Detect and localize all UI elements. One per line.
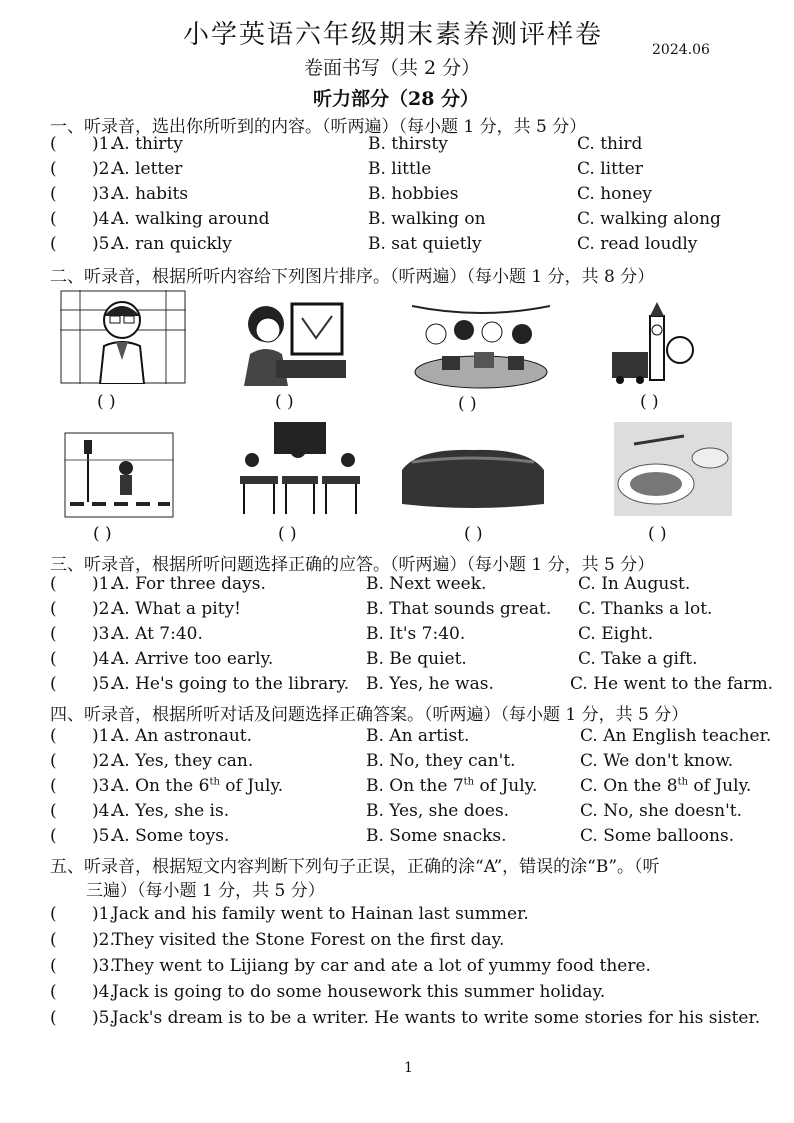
answer-blank[interactable]: ( )3. — [50, 956, 115, 976]
option-a: A. He's going to the library. — [112, 674, 350, 694]
section-5-heading: 五、听录音，根据短文内容判断下列句子正误，正确的涂“A”，错误的涂“B”。（听 — [50, 857, 660, 877]
s1-question-2 — [0, 159, 794, 183]
answer-blank[interactable]: ( )3. — [50, 776, 115, 796]
option-a: A. letter — [112, 159, 183, 179]
option-b: B. Yes, he was. — [366, 674, 494, 694]
s4-question-1 — [0, 726, 794, 750]
picture-5-answer-bracket[interactable]: ( ) — [93, 524, 112, 544]
statement-text: They visited the Stone Forest on the first day. — [112, 930, 505, 950]
picture-1-answer-bracket[interactable]: ( ) — [97, 392, 116, 412]
statement-text: Jack is going to do some housework this summer holiday. — [112, 982, 606, 1002]
answer-blank[interactable]: ( )4. — [50, 982, 115, 1002]
s3-question-4 — [0, 649, 794, 673]
picture-children-party — [412, 300, 550, 390]
option-b: B. Some snacks. — [366, 826, 507, 846]
option-b: B. No, they can't. — [366, 751, 516, 771]
picture-7-answer-bracket[interactable]: ( ) — [464, 524, 483, 544]
answer-blank[interactable]: ( )1. — [50, 134, 115, 154]
picture-4-answer-bracket[interactable]: ( ) — [640, 392, 659, 412]
s5-question-2 — [0, 930, 794, 954]
s5-question-5 — [0, 1008, 794, 1032]
option-a: A. An astronaut. — [112, 726, 253, 746]
option-a: A. thirty — [112, 134, 183, 154]
option-a: A. Yes, they can. — [112, 751, 254, 771]
picture-dark-food — [398, 440, 548, 512]
option-b: B. It's 7:40. — [366, 624, 466, 644]
section-1-heading: 一、听录音，选出你所听到的内容。（听两遍）（每小题 1 分，共 5 分） — [50, 117, 587, 137]
picture-8-answer-bracket[interactable]: ( ) — [648, 524, 667, 544]
picture-dinner-plate — [614, 422, 732, 516]
option-a: A. walking around — [112, 209, 270, 229]
option-c: C. He went to the farm. — [570, 674, 774, 694]
option-a: A. Arrive too early. — [112, 649, 274, 669]
option-c-text-end: of July. — [688, 776, 752, 796]
ordinal-suffix: th — [209, 776, 220, 788]
picture-2-answer-bracket[interactable]: ( ) — [275, 392, 294, 412]
option-b: B. little — [368, 159, 432, 179]
option-a-text-end: of July. — [219, 776, 284, 796]
option-a: A. For three days. — [112, 574, 266, 594]
option-a — [112, 776, 283, 796]
section-4-heading: 四、听录音，根据所听对话及问题选择正确答案。（听两遍）（每小题 1 分，共 5 分） — [50, 705, 689, 725]
s5-question-3 — [0, 956, 794, 980]
writing-score-note: 卷面书写（共 2 分） — [304, 57, 481, 79]
option-a-text: A. On the 6 — [112, 776, 210, 796]
option-b: B. sat quietly — [368, 234, 482, 254]
answer-blank[interactable]: ( )2. — [50, 930, 115, 950]
picture-3-answer-bracket[interactable]: ( ) — [458, 394, 477, 414]
option-a: A. What a pity! — [112, 599, 242, 619]
section-3-heading: 三、听录音，根据所听问题选择正确的应答。（听两遍）（每小题 1 分，共 5 分） — [50, 555, 655, 575]
answer-blank[interactable]: ( )1. — [50, 574, 115, 594]
answer-blank[interactable]: ( )2. — [50, 599, 115, 619]
option-b: B. walking on — [368, 209, 486, 229]
option-c-text: C. On the 8 — [580, 776, 678, 796]
option-a: A. ran quickly — [112, 234, 232, 254]
option-c: C. read loudly — [577, 234, 698, 254]
answer-blank[interactable]: ( )2. — [50, 159, 115, 179]
answer-blank[interactable]: ( )2. — [50, 751, 115, 771]
s4-question-2 — [0, 751, 794, 775]
option-c: C. No, she doesn't. — [580, 801, 743, 821]
answer-blank[interactable]: ( )5. — [50, 234, 115, 254]
option-b: B. Next week. — [366, 574, 487, 594]
picture-classroom — [238, 420, 362, 516]
s1-question-4 — [0, 209, 794, 233]
option-c: C. Take a gift. — [578, 649, 698, 669]
option-b: B. Be quiet. — [366, 649, 467, 669]
page-number: 1 — [404, 1060, 413, 1076]
s4-question-4 — [0, 801, 794, 825]
listening-section-title: 听力部分（28 分） — [313, 88, 480, 110]
page-title: 小学英语六年级期末素养测评样卷 — [183, 20, 604, 50]
option-a: A. At 7:40. — [112, 624, 203, 644]
option-c: C. Thanks a lot. — [578, 599, 713, 619]
s3-question-5 — [0, 674, 794, 698]
s1-question-5 — [0, 234, 794, 258]
option-c: C. honey — [577, 184, 653, 204]
s3-question-2 — [0, 599, 794, 623]
option-b: B. An artist. — [366, 726, 470, 746]
exam-date: 2024.06 — [652, 42, 710, 58]
picture-girl-at-computer — [236, 298, 348, 386]
picture-london-landmarks — [610, 300, 694, 388]
option-c: C. An English teacher. — [580, 726, 772, 746]
option-a: A. habits — [112, 184, 189, 204]
s3-question-3 — [0, 624, 794, 648]
option-c: C. Eight. — [578, 624, 654, 644]
option-b — [366, 776, 537, 796]
answer-blank[interactable]: ( )3. — [50, 184, 115, 204]
option-c: C. litter — [577, 159, 643, 179]
option-b-text: B. On the 7 — [366, 776, 464, 796]
picture-man-with-glasses — [60, 290, 186, 384]
statement-text: Jack and his family went to Hainan last summer. — [112, 904, 529, 924]
s3-question-1 — [0, 574, 794, 598]
s4-question-5 — [0, 826, 794, 850]
option-c — [580, 776, 751, 796]
s4-question-3 — [0, 776, 794, 800]
answer-blank[interactable]: ( )4. — [50, 209, 115, 229]
picture-6-answer-bracket[interactable]: ( ) — [278, 524, 297, 544]
answer-blank[interactable]: ( )5. — [50, 1008, 115, 1028]
answer-blank[interactable]: ( )3. — [50, 624, 115, 644]
answer-blank[interactable]: ( )5. — [50, 826, 115, 846]
option-a: A. Some toys. — [112, 826, 230, 846]
answer-blank[interactable]: ( )1. — [50, 904, 115, 924]
option-b: B. That sounds great. — [366, 599, 552, 619]
answer-blank[interactable]: ( )1. — [50, 726, 115, 746]
ordinal-suffix: th — [677, 776, 689, 788]
option-b: B. thirsty — [368, 134, 448, 154]
section-2-heading: 二、听录音，根据所听内容给下列图片排序。（听两遍）（每小题 1 分，共 8 分） — [50, 267, 655, 287]
statement-text: Jack's dream is to be a writer. He wants to write some stories for his sister. — [112, 1008, 761, 1028]
s1-question-1 — [0, 134, 794, 158]
answer-blank[interactable]: ( )4. — [50, 801, 115, 821]
statement-text: They went to Lijiang by car and ate a lot of yummy food there. — [112, 956, 651, 976]
option-c: C. Some balloons. — [580, 826, 735, 846]
option-b-text-end: of July. — [474, 776, 538, 796]
s1-question-3 — [0, 184, 794, 208]
answer-blank[interactable]: ( )4. — [50, 649, 115, 669]
section-5-heading-cont: 三遍）（每小题 1 分，共 5 分） — [86, 881, 325, 901]
s5-question-1 — [0, 904, 794, 928]
option-c: C. third — [577, 134, 643, 154]
picture-traffic-light-crossing — [64, 432, 174, 518]
option-c: C. walking along — [577, 209, 721, 229]
ordinal-suffix: th — [463, 776, 475, 788]
answer-blank[interactable]: ( )5. — [50, 674, 115, 694]
option-c: C. We don't know. — [580, 751, 734, 771]
option-b: B. hobbies — [368, 184, 459, 204]
option-b: B. Yes, she does. — [366, 801, 510, 821]
s5-question-4 — [0, 982, 794, 1006]
option-a: A. Yes, she is. — [112, 801, 230, 821]
option-c: C. In August. — [578, 574, 691, 594]
